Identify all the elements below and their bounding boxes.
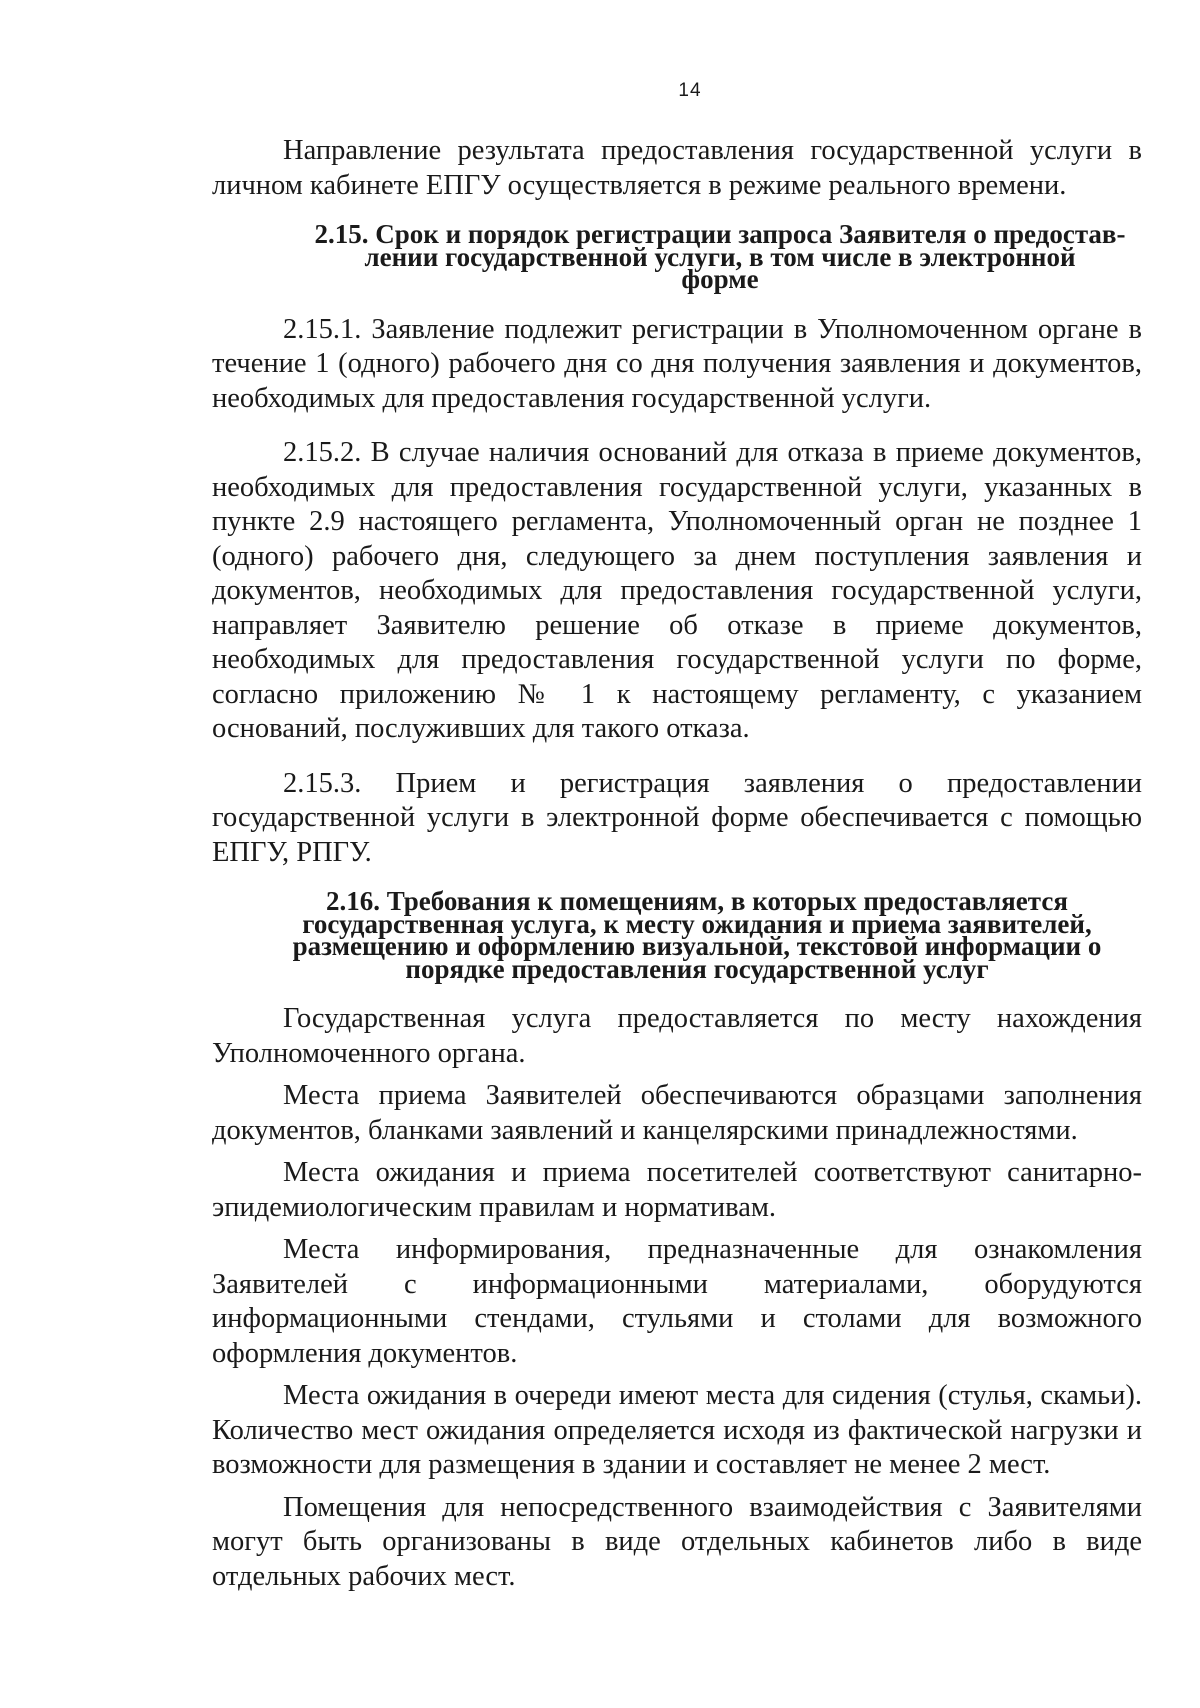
paragraph-2-15-3: 2.15.3. Прием и регистрация заявления о предоставлении государственной услуги в электронной форме обеспечивается с помощью ЕПГУ, РПГУ. xyxy=(212,767,1142,868)
paragraph-information-places: Места информирования, предназначенные для ознакомления Заявителей с информационными материалами, оборудуются информационными стендами, стульями и столами для возможного оформления документов. xyxy=(212,1234,1142,1369)
heading-line: государственная услуга, к месту ожидания и приема заявителей, xyxy=(302,908,1092,939)
page-number: 14 xyxy=(678,80,702,101)
heading-line: форме xyxy=(681,264,759,294)
paragraph-reception-places: Места приема Заявителей обеспечиваются образцами заполнения документов, бланками заявлений и канцелярскими принадлежностями. xyxy=(212,1080,1142,1146)
heading-line: размещению и оформлению визуальной, текстовой информации о xyxy=(292,931,1102,961)
document-body xyxy=(212,134,1142,1602)
heading-line: лении государственной услуги, в том числе в электронной xyxy=(364,241,1076,272)
paragraph-result-delivery: Направление результата предоставления государственной услуги в личном кабинете ЕПГУ осуществляется в режиме реального времени. xyxy=(212,135,1142,201)
paragraph-queue-seating: Места ожидания в очереди имеют места для сидения (стулья, скамьи). Количество мест ожидания определяется исходя из фактической нагрузки и возможности для размещения в здании и составляет не менее 2 мест. xyxy=(212,1380,1142,1480)
paragraph-service-location: Государственная услуга предоставляется по месту нахождения Уполномоченного органа. xyxy=(212,1003,1142,1069)
paragraph-waiting-places: Места ожидания и приема посетителей соответствуют санитарно-эпидемиологическим правилам и нормативам. xyxy=(212,1157,1142,1223)
heading-line: порядке предоставления государственной услуг xyxy=(405,953,989,984)
heading-line: 2.16. Требования к помещениям, в которых предоставляется xyxy=(326,886,1068,916)
section-heading-2-16 xyxy=(212,886,1142,984)
paragraph-2-15-2: 2.15.2. В случае наличия оснований для отказа в приеме документов, необходимых для предоставления государственной услуги, указанных в пункте 2.9 настоящего регламента, Уполномоченный орган не позднее 1 (одного) рабочего дня, следующего за днем поступления заявления и документов, необходимых для предоставления государственной услуги, направляет Заявителю решение об отказе в приеме документов, необходимых для предоставления государственной услуги по форме, согласно приложению № 1 к настоящему регламенту, с указанием оснований, послуживших для такого отказа. xyxy=(212,437,1142,744)
section-heading-2-15 xyxy=(212,219,1142,294)
paragraph-2-15-1: 2.15.1. Заявление подлежит регистрации в Уполномоченном органе в течение 1 (одного) рабочего дня со дня получения заявления и документов, необходимых для предоставления государственной услуги. xyxy=(212,313,1142,414)
paragraph-interaction-rooms: Помещения для непосредственного взаимодействия с Заявителями могут быть организованы в виде отдельных кабинетов либо в виде отдельных рабочих мест. xyxy=(212,1491,1142,1592)
heading-line: 2.15. Срок и порядок регистрации запроса Заявителя о предостав- xyxy=(314,219,1126,249)
